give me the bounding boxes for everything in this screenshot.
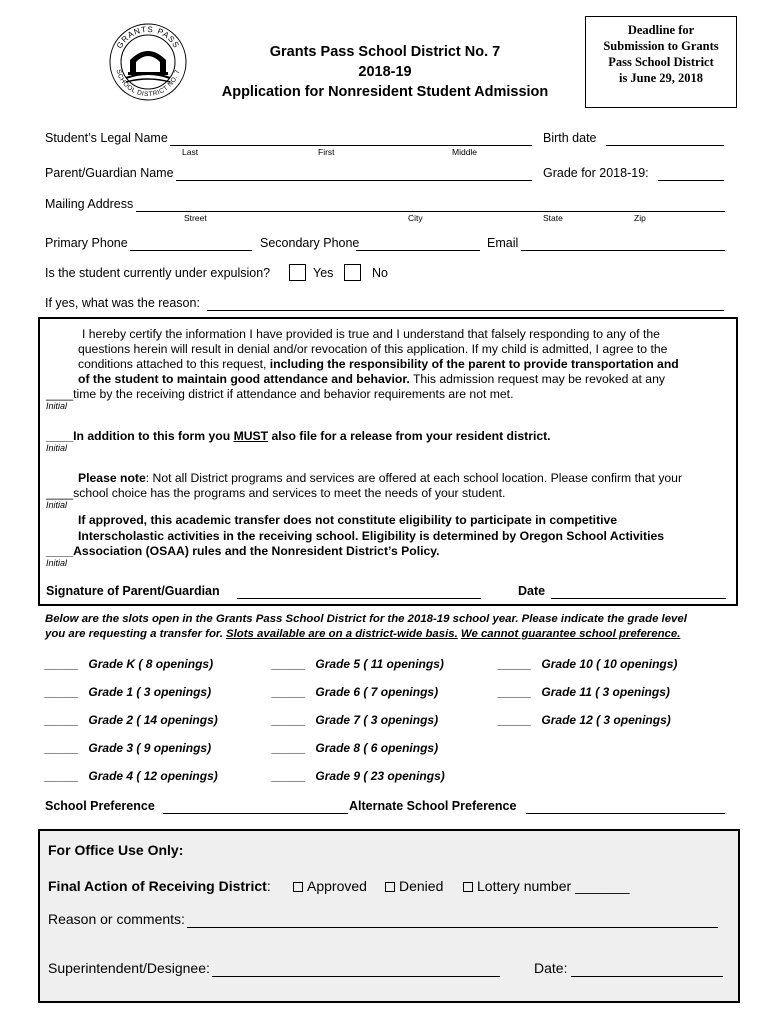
grade-blank[interactable]: _____ [45, 741, 79, 755]
deadline-line-3: Pass School District [608, 55, 714, 69]
superintendent-label: Superintendent/Designee: [48, 960, 210, 976]
grade-option[interactable] [272, 713, 438, 727]
cert-line-3-bold: including the responsibility of the parent to provide transportation and [269, 357, 679, 371]
cert-line-4 [78, 372, 665, 387]
yes-label: Yes [313, 266, 334, 280]
grade-option[interactable] [45, 685, 211, 699]
email-label: Email [487, 236, 519, 250]
grade-blank[interactable]: _____ [45, 685, 79, 699]
release-text-b: also file for a release from your resident district. [268, 429, 551, 443]
cert-line-5-text: time by the receiving district if attendance and behavior requirements are not met. [73, 387, 514, 401]
cert-line-2: questions herein will result in denial and/or revocation of this application. If my child is admitted, I agree to the [78, 342, 668, 356]
school-preference-label: School Preference [45, 799, 155, 813]
eligibility-text-c: Association (OSAA) rules and the Nonresident District’s Policy. [73, 544, 440, 558]
release-text-a: In addition to this form you [73, 429, 234, 443]
signature-date-label: Date [518, 584, 546, 598]
grade-blank[interactable]: _____ [45, 713, 79, 727]
district-seal-logo [108, 18, 188, 104]
school-year: 2018-19 [358, 64, 412, 80]
grade-1-label: Grade 1 ( 3 openings) [88, 685, 212, 699]
no-guarantee-note: We cannot guarantee school preference. [460, 628, 681, 640]
email-field[interactable] [521, 236, 725, 251]
secondary-phone-label: Secondary Phone [260, 236, 360, 250]
reason-label: If yes, what was the reason: [45, 296, 200, 310]
mailing-address-label: Mailing Address [45, 197, 134, 211]
grade-for-field[interactable] [658, 166, 724, 181]
city-sublabel: City [408, 213, 423, 223]
signature-date-field[interactable] [551, 584, 726, 599]
lottery-checkbox[interactable] [463, 882, 473, 892]
middle-sublabel: Middle [452, 147, 478, 157]
grade-for-label: Grade for 2018-19: [543, 166, 649, 180]
grade-blank[interactable]: _____ [45, 657, 79, 671]
grade-option[interactable] [45, 769, 218, 783]
deadline-line-2: Submission to Grants [603, 39, 719, 53]
grade-8-label: Grade 8 ( 6 openings) [315, 741, 439, 755]
approved-checkbox[interactable] [293, 882, 303, 892]
denied-option[interactable] [385, 878, 443, 894]
svg-text:GRANTS PASS [115, 25, 181, 50]
denied-label: Denied [399, 878, 444, 894]
eligibility-line-1: If approved, this academic transfer does not constitute eligibility to participate in competitive [78, 513, 618, 527]
grade-option[interactable] [45, 657, 213, 671]
grade-blank[interactable]: _____ [498, 657, 532, 671]
alt-school-preference-field[interactable] [526, 799, 725, 814]
office-date-label: Date: [534, 960, 568, 976]
grade-blank[interactable]: _____ [272, 741, 306, 755]
grade-blank[interactable]: _____ [498, 713, 532, 727]
parent-name-label: Parent/Guardian Name [45, 166, 174, 180]
final-action-label: Final Action of Receiving District [48, 878, 267, 894]
grade-2-label: Grade 2 ( 14 openings) [88, 713, 218, 727]
note-text-a: : Not all District programs and services are offered at each school location. Please confirm that your [145, 471, 683, 485]
grade-blank[interactable]: _____ [272, 657, 306, 671]
signature-label: Signature of Parent/Guardian [46, 584, 220, 598]
grade-option[interactable] [498, 713, 671, 727]
denied-checkbox[interactable] [385, 882, 395, 892]
first-sublabel: First [318, 147, 335, 157]
signature-field[interactable] [237, 584, 481, 599]
primary-phone-label: Primary Phone [45, 236, 128, 250]
birth-date-label: Birth date [543, 131, 597, 145]
initial-label-3: Initial [46, 500, 68, 510]
student-name-label: Student’s Legal Name [45, 131, 168, 145]
superintendent-field[interactable] [212, 960, 500, 977]
must-emphasis: MUST [233, 429, 269, 443]
grade-option[interactable] [272, 657, 444, 671]
grade-option[interactable] [45, 713, 218, 727]
initial-blank-3[interactable]: ____ [46, 486, 74, 500]
slots-intro-text: you are requesting a transfer for. [45, 628, 227, 640]
grade-option[interactable] [272, 769, 445, 783]
lottery-option[interactable] [463, 878, 630, 894]
initial-blank-2[interactable]: ____ [46, 429, 74, 443]
note-line-2 [46, 486, 505, 501]
please-note-label: Please note [78, 471, 146, 485]
release-statement [46, 429, 551, 444]
office-use-box [38, 829, 740, 1003]
initial-blank-1[interactable]: ____ [46, 387, 74, 401]
grade-11-label: Grade 11 ( 3 openings) [541, 685, 670, 699]
last-sublabel: Last [182, 147, 199, 157]
approved-label: Approved [307, 878, 367, 894]
grade-option[interactable] [272, 741, 438, 755]
office-date-field[interactable] [571, 960, 723, 977]
cert-line-1: I hereby certify the information I have provided is true and I understand that falsely responding to any of the [82, 327, 660, 341]
office-use-title: For Office Use Only: [48, 842, 184, 858]
district-title: Grants Pass School District No. 7 [269, 44, 501, 60]
street-sublabel: Street [184, 213, 207, 223]
zip-sublabel: Zip [634, 213, 646, 223]
grade-3-label: Grade 3 ( 9 openings) [88, 741, 212, 755]
initial-label-4: Initial [46, 558, 68, 568]
district-wide-note: Slots available are on a district-wide basis. [226, 628, 458, 640]
deadline-line-1: Deadline for [627, 23, 695, 37]
note-line-1 [78, 471, 682, 486]
cert-line-4-bold: of the student to maintain good attendance and behavior. [78, 372, 410, 386]
lottery-number-field[interactable]: _______ [575, 878, 630, 894]
expulsion-yes-checkbox[interactable] [289, 264, 306, 281]
initial-blank-4[interactable]: ____ [46, 544, 74, 558]
grade-blank[interactable]: _____ [498, 685, 532, 699]
approved-option[interactable] [293, 878, 367, 894]
deadline-box [585, 16, 737, 108]
seal-bottom-text: SCHOOL DISTRICT NO. 7 [114, 68, 182, 99]
seal-top-text: GRANTS PASS [114, 24, 182, 51]
certification-box [38, 317, 738, 606]
birth-date-field[interactable] [606, 131, 724, 146]
parent-name-field[interactable] [176, 166, 532, 181]
grade-blank[interactable]: _____ [45, 769, 79, 783]
slots-intro-line-1: Below are the slots open in the Grants Pass School District for the 2018-19 school year. Please indicate the grade level [45, 613, 687, 625]
reason-comments-label: Reason or comments: [48, 911, 185, 927]
grade-10-label: Grade 10 ( 10 openings) [541, 657, 678, 671]
grade-option[interactable] [498, 685, 670, 699]
final-action-colon: : [266, 878, 271, 894]
cert-line-3-text: conditions attached to this request, [78, 357, 270, 371]
cert-line-4-text: This admission request may be revoked at any [409, 372, 665, 386]
grade-option[interactable] [45, 741, 211, 755]
expulsion-question: Is the student currently under expulsion? [45, 266, 271, 280]
grade-blank[interactable]: _____ [272, 769, 306, 783]
student-name-field[interactable] [170, 131, 532, 146]
cert-line-5 [46, 387, 513, 402]
no-label: No [372, 266, 388, 280]
grade-6-label: Grade 6 ( 7 openings) [315, 685, 439, 699]
deadline-line-4: is June 29, 2018 [618, 71, 704, 85]
state-sublabel: State [543, 213, 563, 223]
eligibility-line-2: Interscholastic activities in the receiving school. Eligibility is determined by Oregon School Activities [78, 529, 665, 543]
alt-school-preference-label: Alternate School Preference [349, 799, 517, 813]
form-title: Application for Nonresident Student Admission [221, 84, 549, 100]
lottery-label: Lottery number [477, 878, 572, 894]
primary-phone-field[interactable] [130, 236, 252, 251]
final-action-row [48, 878, 271, 894]
grade-option[interactable] [498, 657, 677, 671]
school-preference-field[interactable] [163, 799, 348, 814]
grade-9-label: Grade 9 ( 23 openings) [315, 769, 445, 783]
reason-field[interactable] [207, 296, 724, 311]
grade-7-label: Grade 7 ( 3 openings) [315, 713, 439, 727]
note-text-b: school choice has the programs and services to meet the needs of your student. [73, 486, 506, 500]
grade-4-label: Grade 4 ( 12 openings) [88, 769, 218, 783]
grade-k-label: Grade K ( 8 openings) [88, 657, 214, 671]
slots-intro-line-2 [45, 628, 680, 640]
cert-line-3 [78, 357, 679, 372]
secondary-phone-field[interactable] [356, 236, 480, 251]
mailing-address-field[interactable] [136, 197, 725, 212]
reason-comments-field[interactable] [187, 911, 718, 928]
eligibility-line-3 [46, 544, 440, 559]
grade-blank[interactable]: _____ [272, 713, 306, 727]
expulsion-no-checkbox[interactable] [344, 264, 361, 281]
grade-option[interactable] [272, 685, 438, 699]
grade-5-label: Grade 5 ( 11 openings) [315, 657, 444, 671]
grade-blank[interactable]: _____ [272, 685, 306, 699]
initial-label-2: Initial [46, 443, 68, 453]
initial-label-1: Initial [46, 401, 68, 411]
grade-12-label: Grade 12 ( 3 openings) [541, 713, 671, 727]
